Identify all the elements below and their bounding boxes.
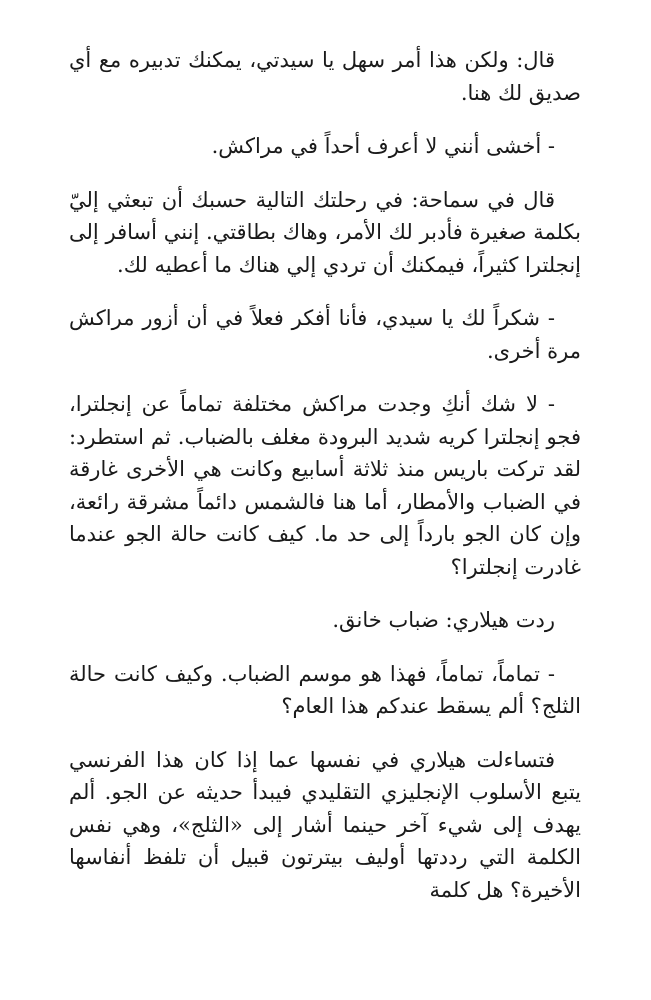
paragraph: ردت هيلاري: ضباب خانق. [332, 608, 555, 632]
paragraph: - شكراً لك يا سيدي، فأنا أفكر فعلاً في أن أزور مراكش مرة أخرى. [69, 306, 581, 363]
paragraph: - تماماً، تماماً، فهذا هو موسم الضباب. وكيف كانت حالة الثلج؟ ألم يسقط عندكم هذا العام؟ [69, 661, 581, 718]
paragraph: - أخشى أنني لا أعرف أحداً في مراكش. [211, 134, 555, 158]
document-page [69, 44, 581, 906]
paragraph: فتساءلت هيلاري في نفسها عما إذا كان هذا الفرنسي يتبع الأسلوب الإنجليزي التقليدي فيبدأ حديثه عن الجو. ألم يهدف إلى شيء آخر حينما أشار إلى «الثلج»، وهي نفس الكلمة التي رددتها أوليف بيترتون قبيل أن تلفظ أنفاسها الأخيرة؟ هل كلمة [69, 747, 581, 902]
paragraph: - لا شك أنكِ وجدت مراكش مختلفة تماماً عن إنجلترا، فجو إنجلترا كريه شديد البرودة مغلف بالضباب. ثم استطرد: لقد تركت باريس منذ ثلاثة أسابيع وكانت هي الأخرى غارقة في الضباب والأمطار، أما هنا فالشمس دائماً مشرقة رائعة، وإن كان الجو بارداً إلى حد ما. كيف كانت حالة الجو عندما غادرت إنجلترا؟ [69, 392, 581, 579]
paragraph: قال: ولكن هذا أمر سهل يا سيدتي، يمكنك تدبيره مع أي صديق لك هنا. [69, 48, 581, 105]
paragraph: قال في سماحة: في رحلتك التالية حسبك أن تبعثي إليّ بكلمة صغيرة فأدبر لك الأمر، وهاك بطاقتي. إنني أسافر إلى إنجلترا كثيراً، فيمكنك أن تردي إلي هناك ما أعطيه لك. [69, 187, 581, 277]
